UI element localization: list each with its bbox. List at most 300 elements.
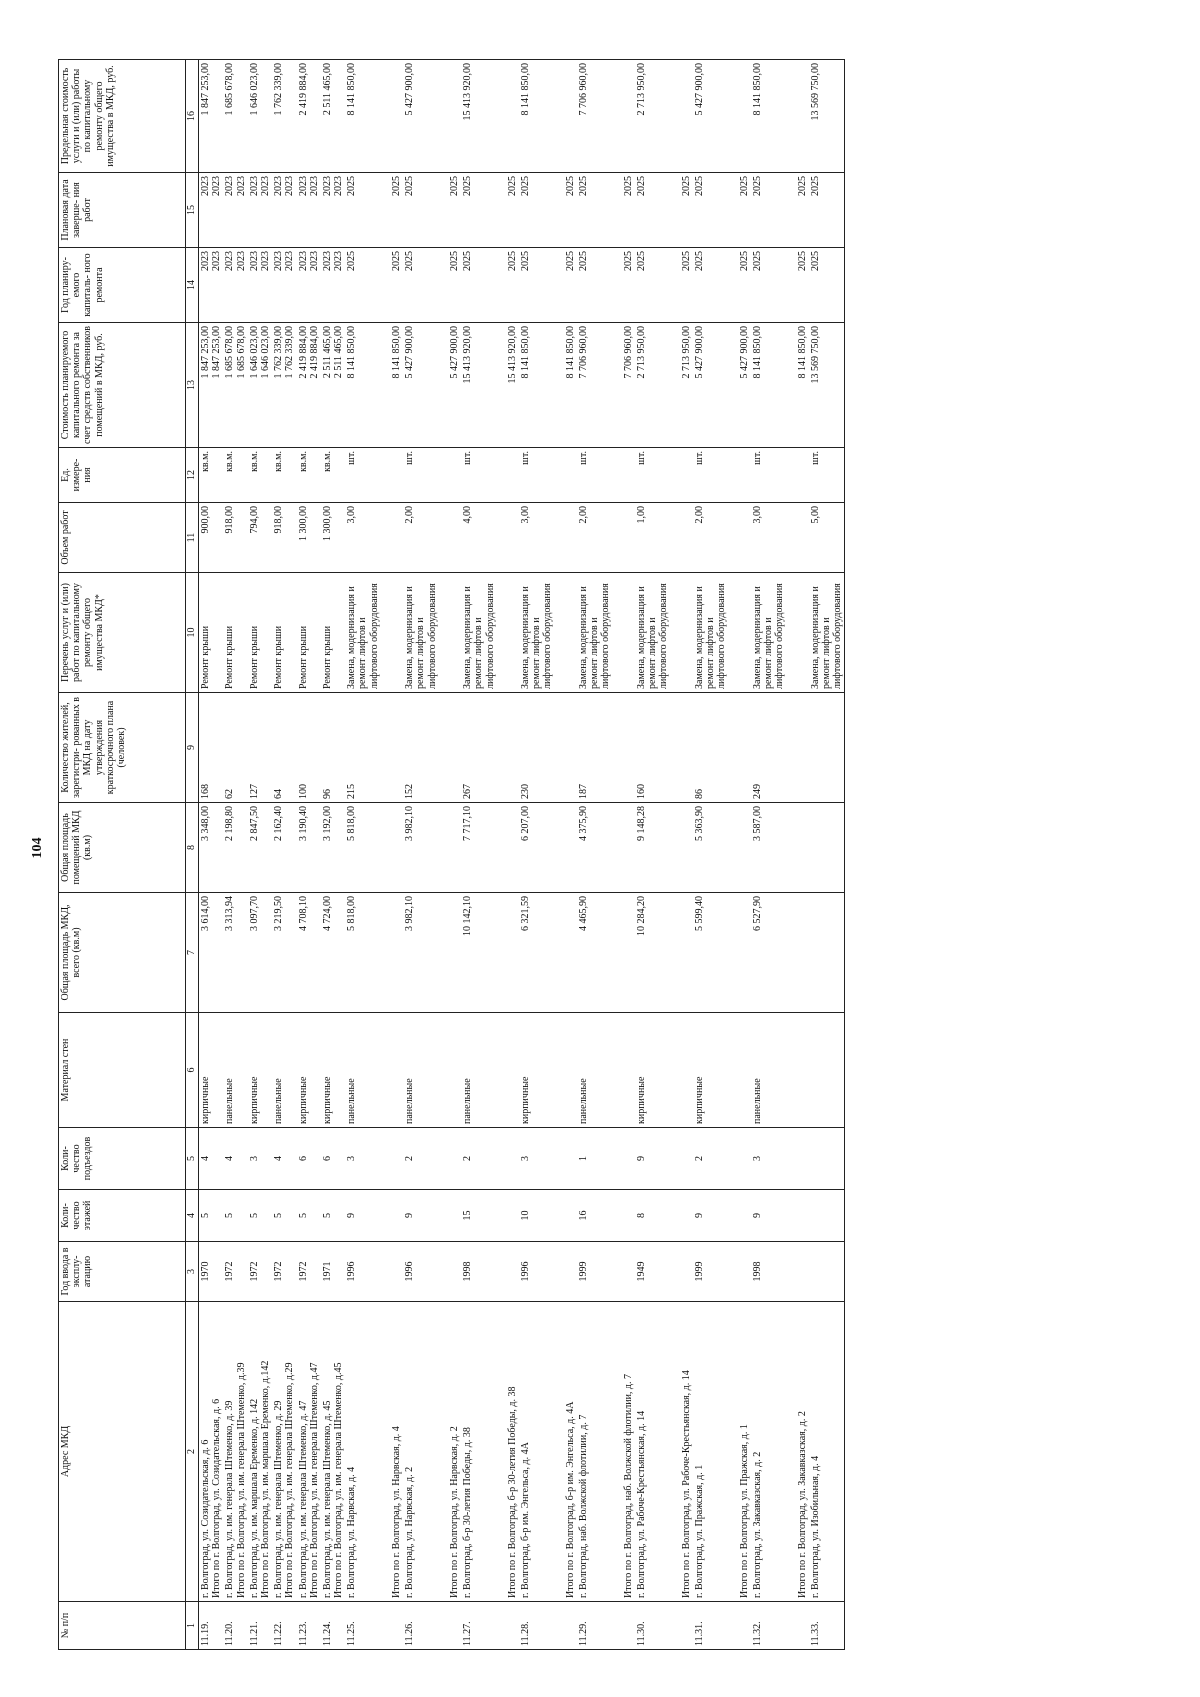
cell-line: 2 713 950,00 [635, 326, 647, 379]
cell-line [473, 1305, 484, 1598]
cell-value: 10 [520, 1210, 532, 1221]
cell-value: 11.31. [693, 1621, 705, 1646]
floors-count [577, 1190, 635, 1242]
planned-cost [272, 323, 296, 448]
entrances-count [199, 1128, 224, 1190]
cell-line: ремонт лифтов и [820, 617, 832, 689]
work-list [809, 573, 845, 693]
cell-line: 1 685 678,00 [224, 326, 236, 379]
column-number: 8 [186, 803, 199, 893]
floors-count [519, 1190, 577, 1242]
row-number [519, 1602, 577, 1650]
cell-line [774, 251, 785, 319]
cell-value: 4 375,90 [578, 806, 589, 841]
limit-cost [199, 60, 224, 173]
cell-line: 2025 [564, 176, 576, 196]
unit-cell [577, 448, 635, 503]
cell-line [716, 1305, 727, 1598]
entrances-count [635, 1128, 693, 1190]
cell-line: кв.м. [297, 451, 309, 472]
cell-line: 5 427 900,00 [404, 326, 416, 379]
cell-line [785, 251, 796, 319]
cell-line [705, 176, 716, 244]
row-number [248, 1602, 272, 1650]
cell-line: 2025 [751, 176, 763, 196]
unit-cell [809, 448, 845, 503]
cell-line: шт. [346, 451, 358, 465]
cell-value: 11.32. [751, 1621, 763, 1646]
floors-count [809, 1190, 845, 1242]
cell-line [647, 326, 658, 444]
row-number [297, 1602, 321, 1650]
work-list [751, 573, 809, 693]
cell-line: 8 141 850,00 [751, 326, 763, 379]
page-number: 104 [30, 837, 45, 859]
limit-cost [321, 60, 345, 173]
table-row [635, 60, 693, 1650]
cell-line: г. Волгоград, ул. им. генерала Штеменко, д. 29 [273, 1400, 285, 1598]
wall-material [693, 1013, 751, 1128]
cell-line: Замена, модернизация и [693, 586, 705, 689]
cell-line: 1 847 253,00 [200, 326, 211, 379]
total-area [248, 893, 272, 1013]
cell-line: ремонт лифтов и [647, 617, 659, 689]
cell-line: 2025 [635, 251, 647, 271]
cell-line: 2025 [404, 176, 416, 196]
planned-year [321, 248, 345, 323]
cell-value: 1996 [346, 1261, 358, 1282]
cell-line: 2023 [200, 251, 211, 271]
cell-value: 1972 [273, 1261, 285, 1282]
work-volume [693, 503, 751, 573]
column-header: Материал стен [59, 1013, 186, 1128]
unit-cell [403, 448, 461, 503]
cell-value: 7 717,10 [462, 806, 474, 841]
cell-line [727, 326, 738, 444]
work-volume [519, 503, 577, 573]
cell-line: 3,00 [751, 506, 763, 524]
cell-value: 1996 [404, 1261, 416, 1282]
cell-line: лифтового оборудования [600, 583, 612, 689]
planned-year [809, 248, 845, 323]
cell-line [415, 176, 426, 244]
cell-value: 5 599,40 [693, 896, 705, 931]
cell-line [496, 176, 507, 244]
column-number: 11 [186, 503, 199, 573]
cell-value: 1 762 339,00 [273, 63, 285, 116]
cell-line [763, 251, 774, 319]
cell-value: 11.19. [200, 1621, 211, 1646]
cell-line: Итого по г. Волгоград, ул. им. генерала Штеменко, д.39 [235, 1362, 247, 1598]
cell-line: 2023 [333, 176, 345, 196]
commission-year [461, 1242, 519, 1302]
cell-value: 2 713 950,00 [635, 63, 647, 116]
completion-date [577, 173, 635, 248]
cell-line: г. Волгоград, ул. Пражская, д. 1 [693, 1464, 705, 1598]
cell-line: Итого по г. Волгоград, ул. им. генерала Штеменко, д.47 [308, 1362, 320, 1598]
table-row [272, 60, 296, 1650]
completion-date [272, 173, 296, 248]
cell-value: 1999 [578, 1261, 589, 1282]
entrances-count [321, 1128, 345, 1190]
cell-value: 11.23. [297, 1621, 309, 1646]
cell-value: 3 190,40 [297, 806, 309, 841]
unit-cell [272, 448, 296, 503]
cell-value: 11.22. [273, 1621, 285, 1646]
cell-line [485, 326, 496, 444]
cell-line: 2025 [809, 251, 821, 271]
wall-material [223, 1013, 247, 1128]
premises-area [577, 803, 635, 893]
cell-value: 1999 [693, 1261, 705, 1282]
cell-value: 3 192,00 [321, 806, 333, 841]
entrances-count [403, 1128, 461, 1190]
planned-cost [519, 323, 577, 448]
cell-value: 2 162,40 [273, 806, 285, 841]
cell-value: 2 [693, 1156, 705, 1161]
cell-line: 2,00 [693, 506, 705, 524]
residents-count [321, 693, 345, 803]
work-volume [345, 503, 403, 573]
cell-line [727, 251, 738, 319]
residents-count [199, 693, 224, 803]
cell-line [727, 1305, 738, 1598]
cell-line: 2025 [520, 251, 532, 271]
cell-line [554, 1305, 565, 1598]
total-area [403, 893, 461, 1013]
column-header: Перечень услуг и (или) работ по капитальному ремонту общего имущества МКД* [59, 573, 186, 693]
cell-line: г. Волгоград, ул. Закавказская, д. 2 [751, 1451, 763, 1598]
column-header: № п/п [59, 1602, 186, 1650]
cell-line: шт. [809, 451, 821, 465]
cell-line: Итого по г. Волгоград, ул. Закавказская, д. 2 [796, 1411, 808, 1598]
cell-line: г. Волгоград, ул. Нарвская, д. 2 [404, 1466, 416, 1598]
planned-year [297, 248, 321, 323]
planned-cost [345, 323, 403, 448]
cell-line: 1,00 [635, 506, 647, 524]
work-volume [223, 503, 247, 573]
cell-line: 2025 [751, 251, 763, 271]
residents-count [248, 693, 272, 803]
cell-value: 1970 [200, 1261, 211, 1282]
column-number: 6 [186, 1013, 199, 1128]
cell-line [589, 251, 600, 319]
cell-line: 2023 [248, 251, 260, 271]
cell-line [785, 1305, 796, 1598]
cell-line: 2023 [211, 251, 223, 271]
work-volume [751, 503, 809, 573]
cell-line: 2 419 884,00 [308, 326, 320, 379]
cell-line [774, 326, 785, 444]
cell-value: 1996 [520, 1261, 532, 1282]
cell-line [380, 326, 391, 444]
completion-date [519, 173, 577, 248]
column-number: 4 [186, 1190, 199, 1242]
planned-cost [809, 323, 845, 448]
cell-line: 15 413 920,00 [462, 326, 474, 384]
cell-line: 15 413 920,00 [506, 326, 518, 384]
cell-line: Итого по г. Волгоград, ул. им. маршала Еременко, д.142 [259, 1360, 271, 1598]
cell-line: 2025 [578, 176, 589, 196]
limit-cost [345, 60, 403, 173]
cell-value: 2 847,50 [248, 806, 260, 841]
cell-line [763, 326, 774, 444]
residents-count [577, 693, 635, 803]
commission-year [751, 1242, 809, 1302]
cell-line [658, 251, 669, 319]
cell-line: 2025 [346, 176, 358, 196]
planned-cost [635, 323, 693, 448]
table-row [693, 60, 751, 1650]
premises-area [321, 803, 345, 893]
cell-line: 2025 [796, 251, 808, 271]
cell-line: шт. [520, 451, 532, 465]
cell-value: 4 465,90 [578, 896, 589, 931]
cell-line [531, 1305, 542, 1598]
cell-line: Итого по г. Волгоград, ул. Пражская, д. 1 [738, 1424, 750, 1598]
cell-value: 96 [321, 789, 333, 799]
wall-material [403, 1013, 461, 1128]
floors-count [297, 1190, 321, 1242]
cell-line [542, 251, 553, 319]
cell-value: 127 [248, 784, 260, 799]
work-list [248, 573, 272, 693]
cell-line: лифтового оборудования [542, 583, 554, 689]
column-number: 5 [186, 1128, 199, 1190]
entrances-count [248, 1128, 272, 1190]
cell-value: 1 685 678,00 [224, 63, 236, 116]
planned-cost [751, 323, 809, 448]
cell-line [774, 176, 785, 244]
column-number: 12 [186, 448, 199, 503]
table-row [403, 60, 461, 1650]
premises-area [199, 803, 224, 893]
cell-value: 4 [200, 1156, 211, 1161]
cell-value: 1 847 253,00 [200, 63, 211, 116]
cell-line [369, 1305, 380, 1598]
cell-line [554, 251, 565, 319]
residents-count [461, 693, 519, 803]
cell-line: 918,00 [224, 506, 236, 534]
completion-date [248, 173, 272, 248]
cell-line [473, 176, 484, 244]
cell-line: 2023 [284, 251, 296, 271]
cell-line [600, 326, 611, 444]
row-number [403, 1602, 461, 1650]
cell-line: лифтового оборудования [716, 583, 728, 689]
cell-value: 10 142,10 [462, 896, 474, 936]
commission-year [635, 1242, 693, 1302]
cell-line [658, 176, 669, 244]
completion-date [693, 173, 751, 248]
total-area [751, 893, 809, 1013]
cell-line: 1 685 678,00 [235, 326, 247, 379]
cell-value: 230 [520, 784, 532, 799]
cell-value: 6 321,59 [520, 896, 532, 931]
floors-count [199, 1190, 224, 1242]
cell-value: 1949 [635, 1261, 647, 1282]
cell-line [763, 176, 774, 244]
floors-count [635, 1190, 693, 1242]
wall-material [248, 1013, 272, 1128]
cell-value: 5 363,90 [693, 806, 705, 841]
cell-line: Ремонт крыши [200, 625, 211, 689]
residents-count [809, 693, 845, 803]
cell-line: 8 141 850,00 [346, 326, 358, 379]
cell-value: 6 527,90 [751, 896, 763, 931]
address-cell [519, 1302, 577, 1602]
work-list [345, 573, 403, 693]
cell-value: 160 [635, 784, 647, 799]
cell-line: г. Волгоград, ул. Изобильная, д. 4 [809, 1455, 821, 1598]
cell-line: 4,00 [462, 506, 474, 524]
cell-value: 3 [751, 1156, 763, 1161]
cell-line: лифтового оборудования [426, 583, 438, 689]
address-cell [345, 1302, 403, 1602]
cell-line [485, 251, 496, 319]
work-list [272, 573, 296, 693]
cell-value: 3 982,10 [404, 896, 416, 931]
cell-value: 6 [321, 1156, 333, 1161]
row-number [461, 1602, 519, 1650]
cell-line [612, 176, 623, 244]
limit-cost [248, 60, 272, 173]
cell-line: Замена, модернизация и [520, 586, 532, 689]
cell-line [785, 176, 796, 244]
row-number [321, 1602, 345, 1650]
work-volume [297, 503, 321, 573]
commission-year [693, 1242, 751, 1302]
table-row [321, 60, 345, 1650]
cell-line: Замена, модернизация и [635, 586, 647, 689]
cell-line: 2 511 465,00 [333, 326, 345, 379]
row-number [199, 1602, 224, 1650]
cell-line: 5 427 900,00 [693, 326, 705, 379]
cell-line: 2023 [211, 176, 223, 196]
limit-cost [272, 60, 296, 173]
cell-value: 1971 [321, 1261, 333, 1282]
cell-line: 2025 [796, 176, 808, 196]
cell-line: Итого по г. Волгоград, ул. Рабоче-Крестьянская, д. 14 [680, 1370, 692, 1598]
cell-line: 2023 [200, 176, 211, 196]
premises-area [693, 803, 751, 893]
cell-value: 11.27. [462, 1621, 474, 1646]
cell-line: 2023 [308, 251, 320, 271]
address-cell [809, 1302, 845, 1602]
cell-line: г. Волгоград, ул. Нарвская, д. 4 [346, 1466, 358, 1598]
cell-line: Замена, модернизация и [346, 586, 358, 689]
commission-year [272, 1242, 296, 1302]
limit-cost [577, 60, 635, 173]
cell-value: кирпичные [635, 1076, 647, 1124]
cell-line [705, 1305, 716, 1598]
cell-value: 62 [224, 789, 236, 799]
commission-year [248, 1242, 272, 1302]
planned-year [751, 248, 809, 323]
cell-line: 2 511 465,00 [321, 326, 333, 379]
floors-count [751, 1190, 809, 1242]
entrances-count [297, 1128, 321, 1190]
cell-line: кв.м. [273, 451, 285, 472]
cell-line [600, 176, 611, 244]
cell-line: 1 762 339,00 [273, 326, 285, 379]
cell-line [473, 326, 484, 444]
column-header: Год планиру- емого капиталь- ного ремонта [59, 248, 186, 323]
cell-line: 2023 [284, 176, 296, 196]
row-number [577, 1602, 635, 1650]
cell-line: кв.м. [200, 451, 211, 472]
commission-year [403, 1242, 461, 1302]
unit-cell [297, 448, 321, 503]
residents-count [403, 693, 461, 803]
premises-area [461, 803, 519, 893]
commission-year [321, 1242, 345, 1302]
cell-line [612, 251, 623, 319]
cell-line [427, 251, 438, 319]
cell-line [531, 326, 542, 444]
cell-line: Замена, модернизация и [751, 586, 763, 689]
total-area [223, 893, 247, 1013]
column-header: Предельная стоимость услуги и (или) работы по капитальному ремонту общего имущества в МКД, руб. [59, 60, 186, 173]
cell-value: 267 [462, 784, 474, 799]
cell-line: 794,00 [248, 506, 260, 534]
table-row [461, 60, 519, 1650]
cell-value: кирпичные [321, 1076, 333, 1124]
limit-cost [297, 60, 321, 173]
residents-count [693, 693, 751, 803]
cell-line: 900,00 [200, 506, 211, 534]
cell-line: 2023 [273, 251, 285, 271]
work-volume [199, 503, 224, 573]
unit-cell [199, 448, 224, 503]
cell-line [531, 176, 542, 244]
cell-line: 5 427 900,00 [448, 326, 460, 379]
cell-line [658, 326, 669, 444]
cell-line: кв.м. [321, 451, 333, 472]
cell-value: 11.28. [520, 1621, 532, 1646]
completion-date [751, 173, 809, 248]
table-body [199, 60, 845, 1650]
unit-cell [248, 448, 272, 503]
cell-value: кирпичные [200, 1076, 211, 1124]
planned-year [345, 248, 403, 323]
total-area [272, 893, 296, 1013]
cell-line [473, 251, 484, 319]
column-number: 13 [186, 323, 199, 448]
wall-material [461, 1013, 519, 1128]
cell-line [554, 176, 565, 244]
cell-line: г. Волгоград, ул. им. генерала Штеменко, д. 45 [321, 1400, 333, 1598]
cell-value: 5 818,00 [346, 896, 358, 931]
cell-line [600, 251, 611, 319]
entrances-count [461, 1128, 519, 1190]
table-row [223, 60, 247, 1650]
residents-count [297, 693, 321, 803]
column-header: Коли- чество подъездов [59, 1128, 186, 1190]
entrances-count [751, 1128, 809, 1190]
premises-area [345, 803, 403, 893]
cell-line: 2025 [622, 176, 634, 196]
cell-line: 918,00 [273, 506, 285, 534]
cell-line [542, 1305, 553, 1598]
cell-line [369, 326, 380, 444]
limit-cost [519, 60, 577, 173]
cell-line: 3,00 [520, 506, 532, 524]
cell-value: 4 [224, 1156, 236, 1161]
cell-line [612, 326, 623, 444]
commission-year [345, 1242, 403, 1302]
column-header: Общая площадь МКД, всего (кв.м) [59, 893, 186, 1013]
